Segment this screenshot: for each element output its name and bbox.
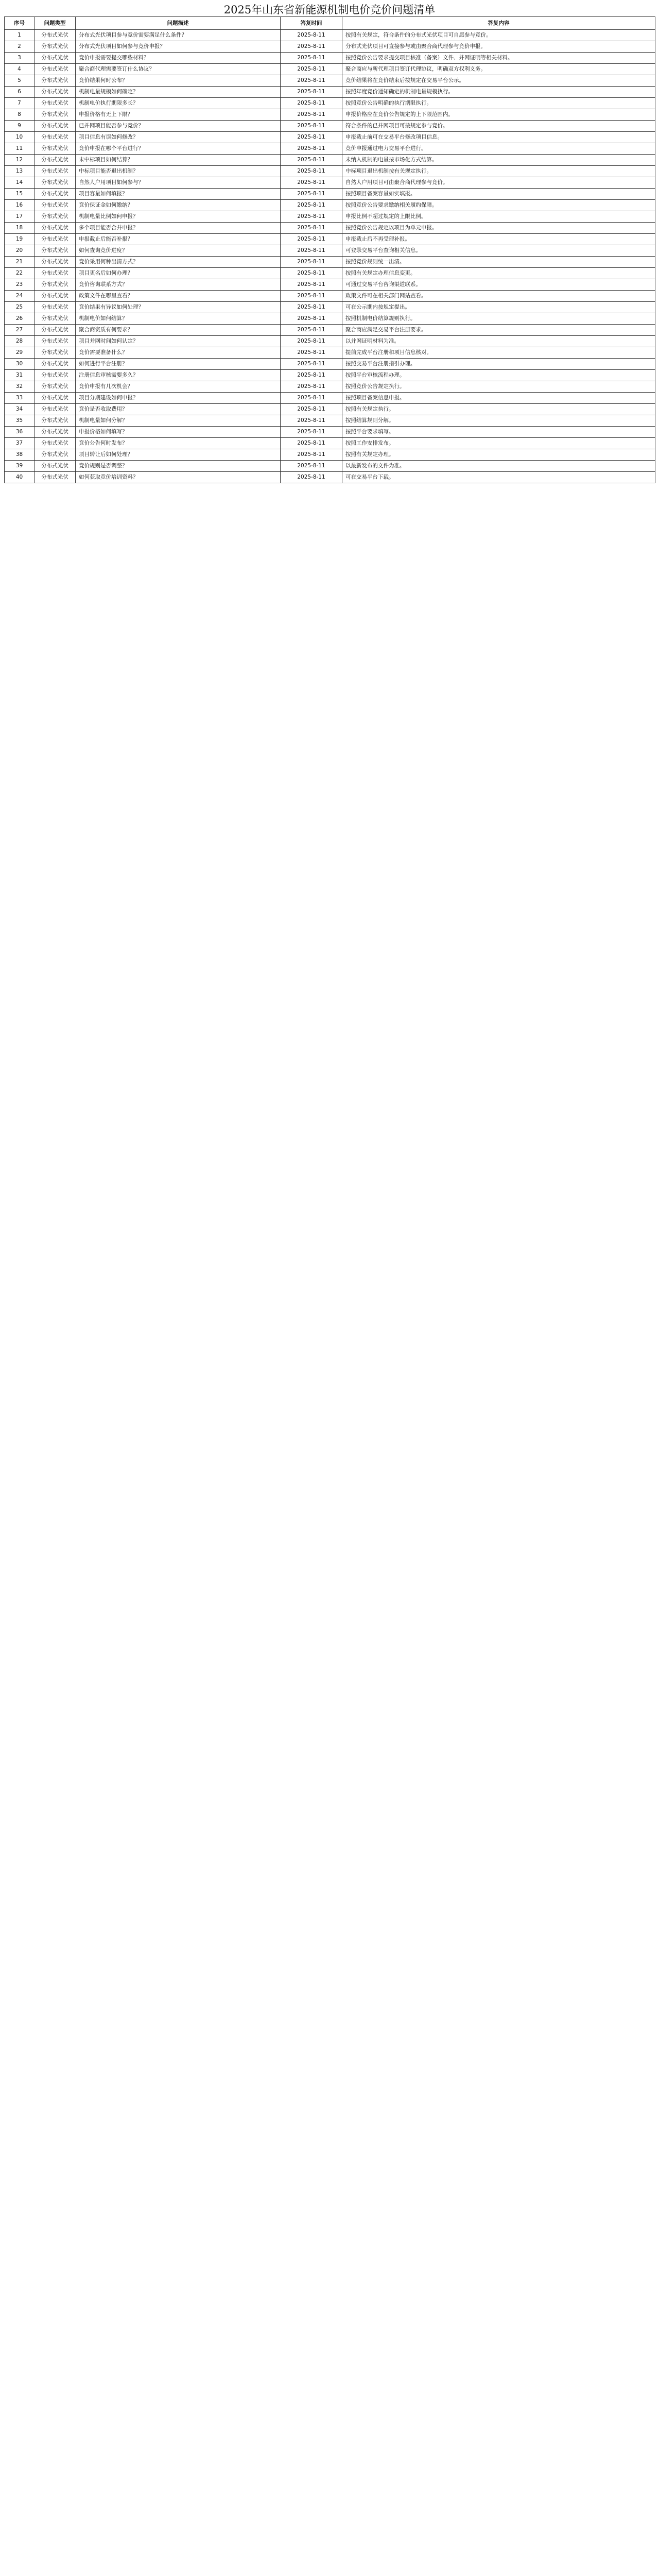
cell-reply: 符合条件的已并网项目可按规定参与竞价。	[342, 121, 655, 132]
cell-type: 分布式光伏	[34, 223, 76, 234]
cell-no: 5	[5, 75, 34, 87]
table-row	[5, 393, 655, 404]
table-row	[5, 155, 655, 166]
cell-reply: 可登录交易平台查询相关信息。	[342, 245, 655, 257]
cell-no: 18	[5, 223, 34, 234]
cell-desc: 自然人户用项目如何参与？	[76, 177, 281, 189]
cell-type: 分布式光伏	[34, 200, 76, 211]
cell-type: 分布式光伏	[34, 461, 76, 472]
cell-type: 分布式光伏	[34, 449, 76, 461]
table-row	[5, 64, 655, 75]
cell-desc: 竞价规则是否调整？	[76, 461, 281, 472]
table-row	[5, 279, 655, 291]
cell-type: 分布式光伏	[34, 415, 76, 427]
cell-desc: 申报截止后能否补报？	[76, 234, 281, 245]
cell-reply: 按照竞价公告规定执行。	[342, 381, 655, 393]
cell-no: 20	[5, 245, 34, 257]
cell-type: 分布式光伏	[34, 359, 76, 370]
table-row	[5, 291, 655, 302]
table-row	[5, 132, 655, 143]
cell-no: 16	[5, 200, 34, 211]
cell-desc: 多个项目能否合并申报？	[76, 223, 281, 234]
cell-date: 2025-8-11	[281, 325, 342, 336]
cell-reply: 按照有关规定办理。	[342, 449, 655, 461]
cell-date: 2025-8-11	[281, 211, 342, 223]
cell-reply: 分布式光伏项目可直接参与或由聚合商代理参与竞价申报。	[342, 41, 655, 53]
cell-desc: 项目分期建设如何申报？	[76, 393, 281, 404]
cell-type: 分布式光伏	[34, 302, 76, 313]
cell-desc: 竞价申报需要提交哪些材料？	[76, 53, 281, 64]
table-row	[5, 177, 655, 189]
cell-reply: 按照有关规定，符合条件的分布式光伏项目可自愿参与竞价。	[342, 30, 655, 41]
cell-reply: 可在公示期内按规定提出。	[342, 302, 655, 313]
cell-date: 2025-8-11	[281, 370, 342, 381]
cell-desc: 已并网项目能否参与竞价？	[76, 121, 281, 132]
cell-reply: 以最新发布的文件为准。	[342, 461, 655, 472]
table-row	[5, 370, 655, 381]
cell-type: 分布式光伏	[34, 64, 76, 75]
cell-type: 分布式光伏	[34, 211, 76, 223]
cell-no: 37	[5, 438, 34, 449]
cell-reply: 未纳入机制的电量按市场化方式结算。	[342, 155, 655, 166]
cell-desc: 聚合商代理需要签订什么协议？	[76, 64, 281, 75]
cell-no: 22	[5, 268, 34, 279]
table-row	[5, 223, 655, 234]
cell-desc: 机制电量规模如何确定？	[76, 87, 281, 98]
cell-type: 分布式光伏	[34, 268, 76, 279]
cell-no: 7	[5, 98, 34, 109]
cell-no: 2	[5, 41, 34, 53]
cell-desc: 竞价结果有异议如何处理？	[76, 302, 281, 313]
cell-desc: 聚合商资质有何要求？	[76, 325, 281, 336]
table-row	[5, 438, 655, 449]
cell-desc: 如何进行平台注册？	[76, 359, 281, 370]
cell-no: 1	[5, 30, 34, 41]
table-row	[5, 121, 655, 132]
cell-no: 35	[5, 415, 34, 427]
cell-no: 12	[5, 155, 34, 166]
cell-no: 26	[5, 313, 34, 325]
table-row	[5, 268, 655, 279]
cell-type: 分布式光伏	[34, 30, 76, 41]
cell-reply: 竞价申报通过电力交易平台进行。	[342, 143, 655, 155]
cell-no: 19	[5, 234, 34, 245]
cell-no: 29	[5, 347, 34, 359]
cell-reply: 按照结算规则分解。	[342, 415, 655, 427]
cell-date: 2025-8-11	[281, 257, 342, 268]
cell-reply: 申报截止前可在交易平台修改项目信息。	[342, 132, 655, 143]
cell-reply: 竞价结果将在竞价结束后按规定在交易平台公示。	[342, 75, 655, 87]
cell-date: 2025-8-11	[281, 393, 342, 404]
table-row	[5, 245, 655, 257]
cell-desc: 竞价结果何时公布？	[76, 75, 281, 87]
table-row	[5, 53, 655, 64]
table-row	[5, 347, 655, 359]
cell-no: 6	[5, 87, 34, 98]
table-row	[5, 359, 655, 370]
cell-type: 分布式光伏	[34, 393, 76, 404]
cell-type: 分布式光伏	[34, 121, 76, 132]
cell-no: 28	[5, 336, 34, 347]
cell-desc: 竞价需要准备什么？	[76, 347, 281, 359]
table-row	[5, 461, 655, 472]
cell-reply: 可通过交易平台咨询渠道联系。	[342, 279, 655, 291]
cell-type: 分布式光伏	[34, 291, 76, 302]
cell-reply: 按照竞价公告要求缴纳相关履约保障。	[342, 200, 655, 211]
cell-desc: 中标项目能否退出机制？	[76, 166, 281, 177]
cell-date: 2025-8-11	[281, 109, 342, 121]
cell-desc: 机制电量如何分解？	[76, 415, 281, 427]
table-row	[5, 427, 655, 438]
cell-reply: 按照有关规定执行。	[342, 404, 655, 415]
cell-reply: 按照竞价公告要求提交项目核准（备案）文件、并网证明等相关材料。	[342, 53, 655, 64]
cell-type: 分布式光伏	[34, 166, 76, 177]
cell-date: 2025-8-11	[281, 381, 342, 393]
cell-no: 13	[5, 166, 34, 177]
cell-no: 31	[5, 370, 34, 381]
cell-date: 2025-8-11	[281, 64, 342, 75]
table-row	[5, 41, 655, 53]
cell-desc: 如何查询竞价进度？	[76, 245, 281, 257]
cell-reply: 聚合商应与所代理项目签订代理协议，明确双方权利义务。	[342, 64, 655, 75]
cell-desc: 机制电量比例如何申报？	[76, 211, 281, 223]
cell-no: 21	[5, 257, 34, 268]
cell-reply: 政策文件可在相关部门网站查看。	[342, 291, 655, 302]
cell-date: 2025-8-11	[281, 41, 342, 53]
cell-date: 2025-8-11	[281, 449, 342, 461]
cell-date: 2025-8-11	[281, 177, 342, 189]
cell-date: 2025-8-11	[281, 404, 342, 415]
cell-desc: 政策文件在哪里查看？	[76, 291, 281, 302]
cell-type: 分布式光伏	[34, 313, 76, 325]
table-header-row	[5, 17, 655, 30]
cell-desc: 未中标项目如何结算？	[76, 155, 281, 166]
cell-date: 2025-8-11	[281, 166, 342, 177]
table-row	[5, 325, 655, 336]
cell-no: 38	[5, 449, 34, 461]
document-title: 2025年山东省新能源机制电价竞价问题清单	[223, 4, 436, 16]
cell-desc: 项目更名后如何办理？	[76, 268, 281, 279]
cell-type: 分布式光伏	[34, 234, 76, 245]
qa-table	[4, 16, 655, 483]
cell-date: 2025-8-11	[281, 461, 342, 472]
table-row	[5, 302, 655, 313]
cell-reply: 可在交易平台下载。	[342, 472, 655, 483]
cell-reply: 按照有关规定办理信息变更。	[342, 268, 655, 279]
cell-date: 2025-8-11	[281, 87, 342, 98]
cell-no: 17	[5, 211, 34, 223]
cell-date: 2025-8-11	[281, 155, 342, 166]
cell-type: 分布式光伏	[34, 325, 76, 336]
cell-desc: 项目并网时间如何认定？	[76, 336, 281, 347]
cell-date: 2025-8-11	[281, 268, 342, 279]
cell-reply: 聚合商应满足交易平台注册要求。	[342, 325, 655, 336]
cell-no: 8	[5, 109, 34, 121]
cell-type: 分布式光伏	[34, 132, 76, 143]
cell-no: 14	[5, 177, 34, 189]
cell-desc: 分布式光伏项目如何参与竞价申报？	[76, 41, 281, 53]
table-body	[5, 30, 655, 483]
cell-desc: 申报价格有无上下限？	[76, 109, 281, 121]
cell-date: 2025-8-11	[281, 132, 342, 143]
cell-date: 2025-8-11	[281, 347, 342, 359]
cell-desc: 竞价是否收取费用？	[76, 404, 281, 415]
cell-no: 30	[5, 359, 34, 370]
cell-date: 2025-8-11	[281, 415, 342, 427]
table-row	[5, 449, 655, 461]
table-row	[5, 189, 655, 200]
cell-type: 分布式光伏	[34, 177, 76, 189]
cell-no: 33	[5, 393, 34, 404]
cell-type: 分布式光伏	[34, 472, 76, 483]
cell-date: 2025-8-11	[281, 121, 342, 132]
cell-date: 2025-8-11	[281, 438, 342, 449]
cell-type: 分布式光伏	[34, 381, 76, 393]
cell-no: 32	[5, 381, 34, 393]
cell-desc: 注册信息审核需要多久？	[76, 370, 281, 381]
cell-type: 分布式光伏	[34, 41, 76, 53]
header-type: 问题类型	[34, 17, 76, 30]
cell-type: 分布式光伏	[34, 257, 76, 268]
table-row	[5, 211, 655, 223]
table-row	[5, 143, 655, 155]
cell-reply: 申报截止后不再受理补报。	[342, 234, 655, 245]
cell-reply: 按照平台要求填写。	[342, 427, 655, 438]
cell-type: 分布式光伏	[34, 438, 76, 449]
header-date: 答复时间	[281, 17, 342, 30]
cell-date: 2025-8-11	[281, 245, 342, 257]
table-row	[5, 30, 655, 41]
cell-reply: 按照交易平台注册指引办理。	[342, 359, 655, 370]
cell-type: 分布式光伏	[34, 427, 76, 438]
cell-type: 分布式光伏	[34, 75, 76, 87]
cell-desc: 项目信息有误如何修改？	[76, 132, 281, 143]
cell-type: 分布式光伏	[34, 109, 76, 121]
cell-date: 2025-8-11	[281, 53, 342, 64]
cell-type: 分布式光伏	[34, 336, 76, 347]
cell-reply: 中标项目退出机制按有关规定执行。	[342, 166, 655, 177]
cell-type: 分布式光伏	[34, 155, 76, 166]
cell-date: 2025-8-11	[281, 359, 342, 370]
table-row	[5, 404, 655, 415]
table-row	[5, 336, 655, 347]
cell-no: 4	[5, 64, 34, 75]
cell-date: 2025-8-11	[281, 143, 342, 155]
cell-desc: 项目转让后如何处理？	[76, 449, 281, 461]
cell-reply: 按照平台审核流程办理。	[342, 370, 655, 381]
header-no: 序号	[5, 17, 34, 30]
cell-reply: 自然人户用项目可由聚合商代理参与竞价。	[342, 177, 655, 189]
cell-date: 2025-8-11	[281, 291, 342, 302]
cell-no: 25	[5, 302, 34, 313]
cell-reply: 按照工作安排发布。	[342, 438, 655, 449]
cell-desc: 如何获取竞价培训资料？	[76, 472, 281, 483]
cell-type: 分布式光伏	[34, 143, 76, 155]
cell-date: 2025-8-11	[281, 279, 342, 291]
cell-no: 24	[5, 291, 34, 302]
cell-no: 40	[5, 472, 34, 483]
cell-reply: 按照项目备案容量如实填报。	[342, 189, 655, 200]
header-reply: 答复内容	[342, 17, 655, 30]
cell-reply: 申报比例不超过规定的上限比例。	[342, 211, 655, 223]
cell-reply: 申报价格应在竞价公告规定的上下限范围内。	[342, 109, 655, 121]
cell-reply: 按照机制电价结算规则执行。	[342, 313, 655, 325]
cell-desc: 机制电价如何结算？	[76, 313, 281, 325]
cell-no: 27	[5, 325, 34, 336]
cell-no: 34	[5, 404, 34, 415]
cell-type: 分布式光伏	[34, 245, 76, 257]
cell-type: 分布式光伏	[34, 98, 76, 109]
cell-reply: 按照项目备案信息申报。	[342, 393, 655, 404]
cell-date: 2025-8-11	[281, 313, 342, 325]
cell-no: 11	[5, 143, 34, 155]
cell-date: 2025-8-11	[281, 30, 342, 41]
table-row	[5, 87, 655, 98]
cell-desc: 竞价保证金如何缴纳？	[76, 200, 281, 211]
cell-date: 2025-8-11	[281, 189, 342, 200]
cell-date: 2025-8-11	[281, 472, 342, 483]
cell-type: 分布式光伏	[34, 347, 76, 359]
cell-desc: 竞价咨询联系方式？	[76, 279, 281, 291]
cell-no: 9	[5, 121, 34, 132]
cell-desc: 项目容量如何填报？	[76, 189, 281, 200]
cell-date: 2025-8-11	[281, 427, 342, 438]
cell-type: 分布式光伏	[34, 87, 76, 98]
cell-reply: 提前完成平台注册和项目信息核对。	[342, 347, 655, 359]
cell-type: 分布式光伏	[34, 279, 76, 291]
cell-desc: 机制电价执行期限多长？	[76, 98, 281, 109]
table-row	[5, 166, 655, 177]
cell-no: 3	[5, 53, 34, 64]
table-row	[5, 313, 655, 325]
table-row	[5, 200, 655, 211]
cell-reply: 按照年度竞价通知确定的机制电量规模执行。	[342, 87, 655, 98]
cell-no: 39	[5, 461, 34, 472]
cell-no: 23	[5, 279, 34, 291]
cell-reply: 按照竞价公告明确的执行期限执行。	[342, 98, 655, 109]
cell-desc: 竞价申报有几次机会？	[76, 381, 281, 393]
cell-date: 2025-8-11	[281, 302, 342, 313]
header-desc: 问题描述	[76, 17, 281, 30]
cell-date: 2025-8-11	[281, 336, 342, 347]
table-row	[5, 234, 655, 245]
cell-type: 分布式光伏	[34, 404, 76, 415]
table-row	[5, 415, 655, 427]
cell-date: 2025-8-11	[281, 223, 342, 234]
cell-reply: 按照竞价规则统一出清。	[342, 257, 655, 268]
table-row	[5, 257, 655, 268]
cell-date: 2025-8-11	[281, 98, 342, 109]
cell-type: 分布式光伏	[34, 53, 76, 64]
table-row	[5, 75, 655, 87]
table-row	[5, 109, 655, 121]
cell-date: 2025-8-11	[281, 200, 342, 211]
table-row	[5, 381, 655, 393]
cell-type: 分布式光伏	[34, 370, 76, 381]
cell-no: 15	[5, 189, 34, 200]
cell-desc: 竞价公告何时发布？	[76, 438, 281, 449]
cell-reply: 以并网证明材料为准。	[342, 336, 655, 347]
cell-date: 2025-8-11	[281, 234, 342, 245]
cell-desc: 竞价申报在哪个平台进行？	[76, 143, 281, 155]
cell-desc: 竞价采用何种出清方式？	[76, 257, 281, 268]
cell-reply: 按照竞价公告规定以项目为单元申报。	[342, 223, 655, 234]
table-row	[5, 98, 655, 109]
cell-type: 分布式光伏	[34, 189, 76, 200]
cell-desc: 申报价格如何填写？	[76, 427, 281, 438]
table-row	[5, 472, 655, 483]
cell-desc: 分布式光伏项目参与竞价需要满足什么条件？	[76, 30, 281, 41]
cell-date: 2025-8-11	[281, 75, 342, 87]
cell-no: 10	[5, 132, 34, 143]
cell-no: 36	[5, 427, 34, 438]
